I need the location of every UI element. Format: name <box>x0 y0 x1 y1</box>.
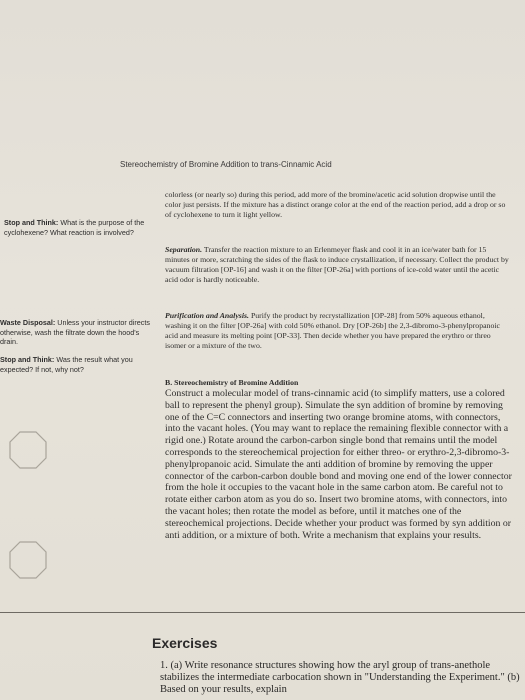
margin-octagon-icon <box>8 540 48 580</box>
separation-paragraph <box>165 245 510 285</box>
margin-note-stop-think-1 <box>4 218 154 237</box>
margin-note-label: Stop and Think: <box>4 218 59 227</box>
section-divider <box>0 612 525 613</box>
section-b-text: Construct a molecular model of trans-cinnamic acid (to simplify matters, use a colored ball to represent the phenyl group). Simulate the syn addition of bromine by removing one of the C=C connectors and inserting two orange bromine atoms, with connectors, into the vacant holes. (You may want to replace the remaining flexible connector with a rigid one.) Rotate around the carbon-carbon single bond that remains until the model corresponds to the stereochemical projection for either threo- or erythro-2,3-dibromo-3-phenylpropanoic acid. Simulate the anti addition of bromine by removing the upper connector of the carbon-carbon double bond and moving one end of the lower connector from the hole it occupies to the vacant hole in the same carbon atom. Be careful not to rotate either carbon atom as you do so. Insert two bromine atoms, with connectors, into the vacant holes; then rotate the model as before, until it matches one of the stereochemical projections. Decide whether your product was formed by syn addition or anti addition, or a mixture of both. Write a mechanism that explains your results. <box>165 388 512 541</box>
section-b <box>165 378 515 541</box>
purification-heading: Purification and Analysis. <box>165 311 249 320</box>
margin-note-waste-disposal <box>0 318 150 347</box>
margin-note-text: Was the result what you expected? If not, why not? <box>0 355 133 374</box>
purification-paragraph <box>165 311 510 351</box>
running-head: Stereochemistry of Bromine Addition to trans-Cinnamic Acid <box>120 160 332 169</box>
margin-note-text: Unless your instructor directs otherwise, wash the filtrate down the hood's drain. <box>0 318 150 347</box>
margin-octagon-icon <box>8 430 48 470</box>
section-b-title: B. Stereochemistry of Bromine Addition <box>165 378 299 387</box>
margin-note-label: Waste Disposal: <box>0 318 56 327</box>
exercises-title: Exercises <box>152 635 218 651</box>
intro-paragraph <box>165 190 510 220</box>
margin-note-stop-think-2 <box>0 355 150 374</box>
purification-text: Purify the product by recrystallization [OP-28] from 50% aqueous ethanol, washing it on the filter [OP-26a] with cold 50% ethanol. Dry [OP-26b] the 2,3-dibromo-3-phenylpropanoic acid and measure its melting point [OP-33]. Then decide whether you have prepared the erythro or threo isomer or a mixture of the two. <box>165 311 500 351</box>
separation-text: Transfer the reaction mixture to an Erlenmeyer flask and cool it in an ice/water bath for 15 minutes or more, scratching the sides of the flask to induce crystallization, if necessary. Collect the product by vacuum filtration [OP-16] and wash it on the filter [OP-26a] with portions of ice-cold water until the acetic acid odor is hardly noticeable. <box>165 245 509 285</box>
margin-note-text: What is the purpose of the cyclohexene? What reaction is involved? <box>4 218 145 237</box>
exercise-item-1: 1. (a) Write resonance structures showing how the aryl group of trans-anethole stabilizes the intermediate carbocation shown in "Understanding the Experiment." (b) Based on your results, explain <box>160 660 520 695</box>
margin-note-label: Stop and Think: <box>0 355 55 364</box>
separation-heading: Separation. <box>165 245 203 254</box>
intro-text: colorless (or nearly so) during this period, add more of the bromine/acetic acid solution dropwise until the color just persists. If the mixture has a distinct orange color at the end of the reaction period, add a drop or so of cyclohexene to turn it light yellow. <box>165 190 506 220</box>
